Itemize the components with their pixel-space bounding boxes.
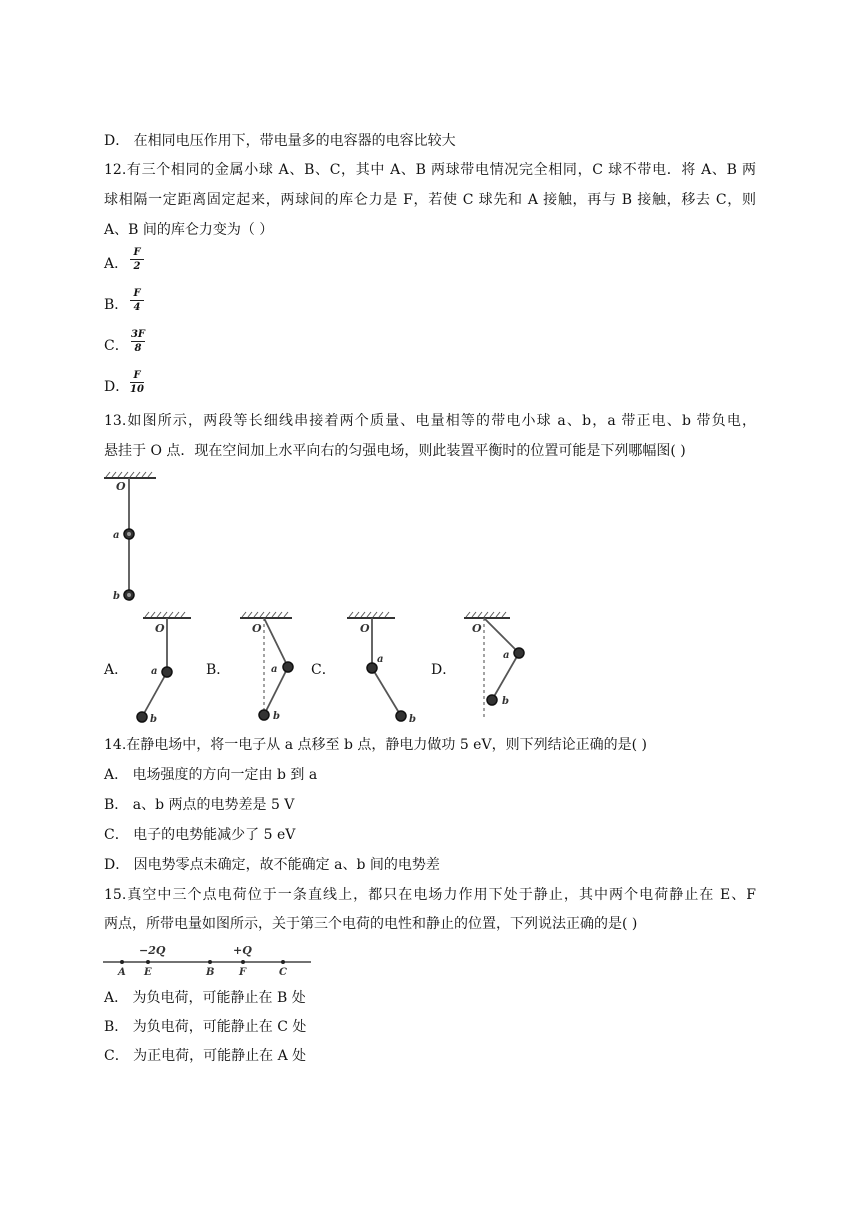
fraction-denominator: 8: [134, 343, 142, 354]
ball-b-label: b: [273, 711, 280, 722]
q15-stem-line1: 15.真空中三个点电荷位于一条直线上，都只在电场力作用下处于静止，其中两个电荷静止在 E、F: [104, 887, 756, 903]
fraction-numerator: F: [133, 247, 141, 258]
q13-option-c-figure: [343, 612, 423, 725]
q13-stem-line2: 悬挂于 O 点．现在空间加上水平向右的匀强电场，则此装置平衡时的位置可能是下列哪幅图( ): [104, 443, 686, 459]
q12-stem-line3: A、B 间的库仑力变为（ ）: [104, 222, 274, 238]
q14-option-c: C． 电子的电势能减少了 5 eV: [104, 827, 296, 843]
q15-charge-line-figure: [103, 940, 323, 980]
q13-option-c-label: C．: [311, 662, 336, 678]
point-o-label: O: [360, 622, 370, 635]
fraction-denominator: 10: [130, 384, 144, 395]
ball-a-label: a: [151, 666, 158, 677]
point-o-label: O: [116, 480, 126, 493]
q12-option-b-fraction: [129, 288, 145, 313]
q15-option-a: A． 为负电荷，可能静止在 B 处: [104, 990, 306, 1006]
q13-stem-line1: 13.如图所示，两段等长细线串接着两个质量、电量相等的带电小球 a、b，a 带正电、b 带负电，: [104, 413, 756, 429]
ball-a-label: a: [503, 650, 510, 661]
q14-option-a: A． 电场强度的方向一定由 b 到 a: [104, 767, 318, 783]
point-f-label: F: [239, 967, 247, 978]
ball-a-label: a: [113, 530, 120, 541]
fraction-denominator: 4: [133, 302, 141, 313]
ball-a-label: a: [271, 664, 278, 675]
q12-stem-line2: 球相隔一定距离固定起来，两球间的库仑力是 F，若使 C 球先和 A 接触，再与 B 接触，移去 C，则: [104, 192, 756, 208]
ball-b-label: b: [113, 591, 120, 602]
q13-option-b-figure: [238, 612, 308, 722]
q14-option-b: B． a、b 两点的电势差是 5 V: [104, 797, 295, 813]
q12-option-d-label: D．: [104, 379, 130, 395]
fraction-numerator: F: [133, 370, 141, 381]
q12-option-b-label: B．: [104, 297, 129, 313]
q13-main-figure: [100, 470, 170, 610]
point-o-label: O: [155, 622, 165, 635]
fraction-denominator: 2: [133, 261, 141, 272]
q13-option-d-figure: [462, 612, 532, 722]
q13-option-a-figure: [135, 612, 205, 725]
q13-option-d-label: D．: [431, 662, 457, 678]
ball-a-label: a: [377, 654, 384, 665]
q12-option-c-label: C．: [104, 338, 129, 354]
q13-option-b-label: B．: [206, 662, 231, 678]
q15-option-c: C． 为正电荷，可能静止在 A 处: [104, 1048, 307, 1064]
point-a-label: A: [118, 967, 126, 978]
q15-stem-line2: 两点，所带电量如图所示，关于第三个电荷的电性和静止的位置，下列说法正确的是( ): [104, 916, 638, 932]
point-c-label: C: [279, 967, 287, 978]
q11-option-d: D． 在相同电压作用下，带电量多的电容器的电容比较大: [104, 133, 456, 149]
ball-b-label: b: [409, 714, 416, 725]
q14-option-d: D． 因电势零点未确定，故不能确定 a、b 间的电势差: [104, 857, 440, 873]
q12-option-c-fraction: [130, 329, 146, 354]
fraction-numerator: 3F: [130, 329, 146, 340]
q12-stem-line1: 12.有三个相同的金属小球 A、B、C，其中 A、B 两球带电情况完全相同，C 球不带电．将 A、B 两: [104, 162, 756, 178]
fraction-numerator: F: [133, 288, 141, 299]
charge-e-label: −2Q: [139, 944, 166, 957]
ball-b-label: b: [150, 714, 157, 725]
q12-option-a-label: A．: [104, 256, 129, 272]
q12-option-a-fraction: [129, 247, 145, 272]
q15-option-b: B． 为负电荷，可能静止在 C 处: [104, 1019, 307, 1035]
point-b-label: B: [206, 967, 215, 978]
point-e-label: E: [144, 967, 152, 978]
point-o-label: O: [252, 622, 262, 635]
q13-option-a-label: A．: [104, 662, 129, 678]
charge-f-label: +Q: [233, 944, 252, 957]
ball-b-label: b: [502, 696, 509, 707]
q14-stem: 14.在静电场中，将一电子从 a 点移至 b 点，静电力做功 5 eV，则下列结论正确的是( ): [104, 737, 647, 753]
q12-option-d-fraction: [129, 370, 145, 395]
point-o-label: O: [472, 622, 482, 635]
